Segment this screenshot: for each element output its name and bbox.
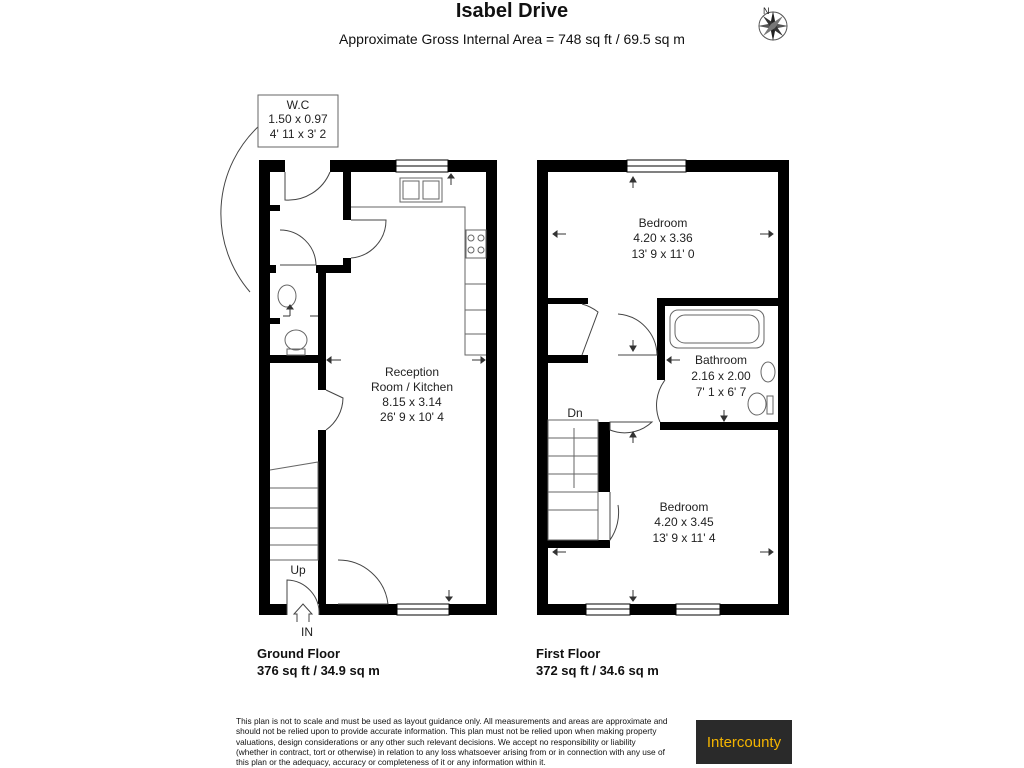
entrance-marker: IN (301, 625, 313, 639)
reception-name-line1: Reception (384, 365, 440, 379)
down-marker: Dn (567, 406, 583, 420)
ground-floor-name: Ground Floor (257, 646, 341, 661)
reception-metric: 8.15 x 3.14 (382, 395, 442, 409)
reception-imperial: 26' 9 x 10' 4 (380, 410, 444, 424)
up-marker: Up (290, 563, 306, 577)
first-floor-name: First Floor (536, 646, 601, 661)
ground-floor-plan (221, 95, 497, 639)
ground-floor-area: 376 sq ft / 34.9 sq m (257, 663, 380, 678)
gross-area-subtitle: Approximate Gross Internal Area = 748 sq ft / 69.5 sq m (339, 31, 685, 47)
wc-name: W.C (286, 98, 310, 112)
bathroom-name: Bathroom (694, 353, 748, 367)
page-title: Isabel Drive (455, 0, 569, 22)
first-floor-area: 372 sq ft / 34.6 sq m (536, 663, 659, 678)
bedroom2-imperial: 13' 9 x 11' 4 (652, 531, 716, 545)
ground-floor-label (257, 645, 380, 679)
bathroom-metric: 2.16 x 2.00 (691, 369, 751, 383)
reception-name-line2: Room / Kitchen (370, 380, 454, 394)
bedroom1-metric: 4.20 x 3.36 (633, 231, 693, 245)
bedroom2-name: Bedroom (659, 500, 709, 514)
compass-icon (758, 6, 788, 41)
disclaimer-text: This plan is not to scale and must be used as layout guidance only. All measurements and areas are approximate and should not be relied upon to provide accurate information. This plan must not be relied upon when making property valuations, design considerations or any other such relevant decisions. We accept no responsibility or liability (whether in contract, tort or otherwise) in relation to any loss whatsoever arising from or in connection with any use of this plan or the adequacy, accuracy or completeness of it or any information within it. (236, 716, 668, 768)
bedroom2-metric: 4.20 x 3.45 (654, 515, 714, 529)
compass-north-label: N (763, 6, 770, 16)
bedroom1-name: Bedroom (638, 216, 688, 230)
bathroom-imperial: 7' 1 x 6' 7 (695, 385, 747, 399)
bedroom1-imperial: 13' 9 x 11' 0 (631, 247, 695, 261)
first-floor-label (536, 645, 659, 679)
wc-metric: 1.50 x 0.97 (268, 112, 328, 126)
wc-imperial: 4' 11 x 3' 2 (269, 127, 327, 141)
intercounty-logo: Intercounty (696, 720, 792, 764)
first-floor-plan (537, 160, 789, 615)
